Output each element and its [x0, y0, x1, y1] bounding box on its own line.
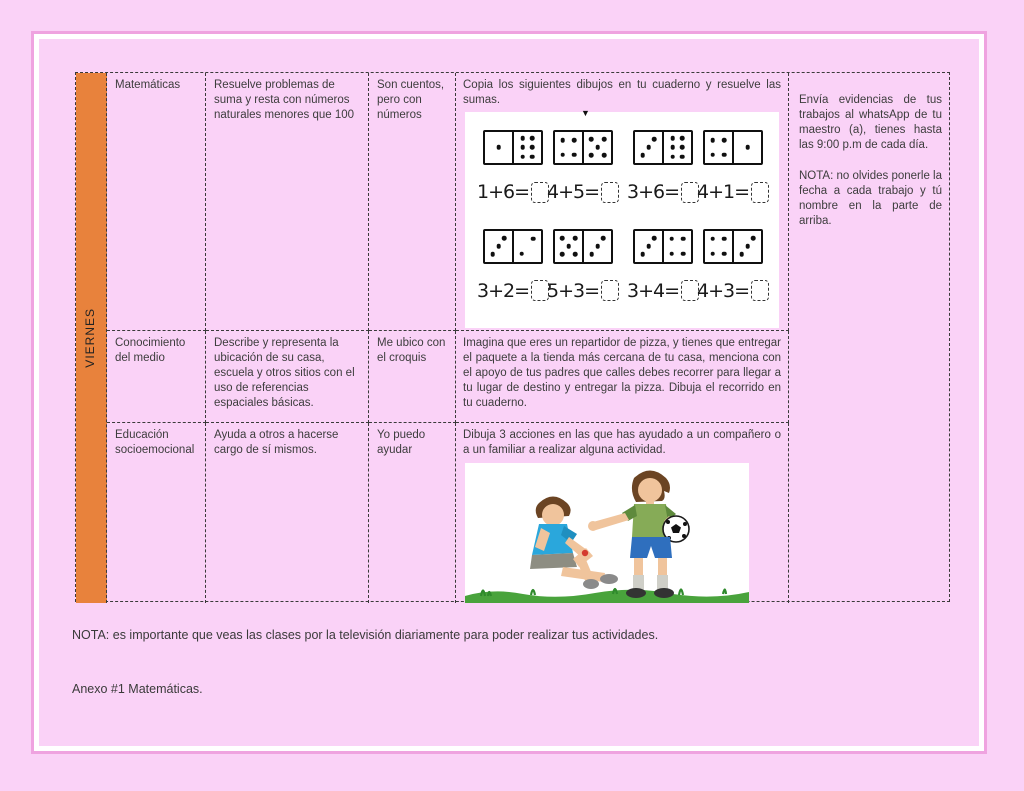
domino-half-4: [664, 231, 691, 262]
domino-pip: [669, 236, 674, 241]
focus-cell-matematicas: [369, 73, 456, 331]
domino-pip: [710, 153, 715, 158]
domino-exercise: [476, 229, 546, 304]
focus-cell-conocimiento: [369, 331, 456, 423]
domino-exercise: [546, 130, 616, 205]
domino-pip: [560, 236, 565, 241]
domino-pip: [530, 145, 535, 150]
domino-pip: [601, 236, 606, 241]
schedule-table: [75, 72, 950, 602]
domino-group-2: [476, 229, 766, 304]
domino-half-3: [485, 231, 514, 262]
annex-label: Anexo #1 Matemáticas.: [72, 682, 203, 696]
sum-equation: [697, 180, 769, 205]
learning-cell-conocimiento: [206, 331, 369, 423]
domino-pip: [530, 154, 535, 159]
learning-text: Resuelve problemas de suma y resta con números naturales menores que 100: [214, 79, 355, 121]
domino-pip: [530, 136, 535, 141]
activity-text: Copia los siguientes dibujos en tu cuaderno y resuelve las sumas.: [463, 79, 781, 106]
domino-pip: [670, 145, 675, 150]
domino-pip: [745, 145, 750, 150]
domino-tile: [703, 229, 763, 264]
focus-text: Yo puedo ayudar: [377, 429, 426, 456]
equation-text: 3+6=: [626, 180, 680, 203]
domino-half-6: [664, 132, 691, 163]
domino-pip: [572, 153, 577, 158]
sum-equation: [627, 279, 699, 304]
domino-tile: [553, 130, 613, 165]
answer-box: [751, 280, 769, 301]
domino-pip: [519, 251, 524, 256]
domino-pip: [640, 153, 645, 158]
domino-exercise: [476, 130, 546, 205]
equation-text: 4+3=: [696, 279, 750, 302]
domino-pip: [496, 244, 501, 249]
domino-pip: [502, 236, 507, 241]
domino-exercise: [546, 229, 616, 304]
focus-text: Son cuentos, pero con números: [377, 79, 445, 121]
answer-box: [601, 182, 619, 203]
equation-text: 4+5=: [546, 180, 600, 203]
domino-pip: [669, 251, 674, 256]
domino-pip: [560, 138, 565, 143]
domino-group-1: [476, 130, 766, 205]
domino-exercise: [626, 229, 696, 304]
day-bar: [76, 73, 107, 603]
domino-pip: [573, 236, 578, 241]
domino-worksheet-image: [465, 107, 779, 328]
domino-pip: [751, 236, 756, 241]
domino-pip: [681, 236, 686, 241]
domino-pip: [722, 236, 727, 241]
domino-pip: [652, 137, 657, 142]
domino-pip: [646, 244, 651, 249]
domino-pip: [745, 244, 750, 249]
domino-tile: [633, 229, 693, 264]
domino-half-6: [514, 132, 541, 163]
domino-pip: [640, 252, 645, 257]
domino-pip: [670, 136, 675, 141]
domino-pip: [572, 138, 577, 143]
domino-pip: [589, 153, 594, 158]
domino-pip: [680, 154, 685, 159]
sum-equation: [627, 180, 699, 205]
domino-pip: [680, 145, 685, 150]
sum-equation: [547, 279, 619, 304]
domino-exercise: [696, 130, 766, 205]
domino-half-3: [635, 231, 664, 262]
equation-text: 3+2=: [476, 279, 530, 302]
domino-tile: [483, 229, 543, 264]
domino-tile: [633, 130, 693, 165]
domino-pip: [739, 252, 744, 257]
teacher-notes-cell: [789, 73, 951, 603]
subject-label: Educación socioemocional: [115, 429, 195, 456]
activity-cell-socioemocional: [456, 423, 789, 603]
equation-text: 3+4=: [626, 279, 680, 302]
domino-pip: [566, 244, 571, 249]
learning-text: Describe y representa la ubicación de su casa, escuela y otros sitios con el uso de referencias espaciales básicas.: [214, 337, 355, 409]
equation-text: 1+6=: [476, 180, 530, 203]
domino-pip: [602, 137, 607, 142]
learning-text: Ayuda a otros a hacerse cargo de sí mismos.: [214, 429, 339, 456]
domino-half-3: [734, 231, 761, 262]
domino-pip: [670, 154, 675, 159]
domino-half-3: [584, 231, 611, 262]
domino-pip: [560, 252, 565, 257]
domino-pip: [490, 252, 495, 257]
subject-label: Matemáticas: [115, 79, 181, 91]
subject-cell-matematicas: [107, 73, 206, 331]
domino-half-1: [485, 132, 514, 163]
activity-cell-matematicas: [456, 73, 789, 331]
domino-pip: [573, 252, 578, 257]
domino-half-2: [514, 231, 541, 262]
notes-paragraph-1: Envía evidencias de tus trabajos al whatsApp de tu maestro (a), tienes hasta las 9:00 p.m de cada día.: [799, 94, 942, 151]
domino-pip: [681, 251, 686, 256]
domino-pip: [589, 137, 594, 142]
domino-tile: [703, 130, 763, 165]
domino-pip: [520, 154, 525, 159]
domino-half-5: [555, 231, 584, 262]
answer-box: [751, 182, 769, 203]
focus-text: Me ubico con el croquis: [377, 337, 446, 364]
domino-pip: [520, 145, 525, 150]
domino-exercise: [696, 229, 766, 304]
domino-pip: [710, 236, 715, 241]
domino-pip: [602, 153, 607, 158]
sum-equation: [697, 279, 769, 304]
answer-box: [601, 280, 619, 301]
domino-pip: [496, 145, 501, 150]
domino-pip: [520, 136, 525, 141]
domino-pip: [652, 236, 657, 241]
subject-cell-conocimiento: [107, 331, 206, 423]
helping-kids-illustration: [465, 463, 749, 603]
domino-pip: [680, 136, 685, 141]
sum-equation: [547, 180, 619, 205]
domino-half-1: [734, 132, 761, 163]
domino-half-4: [555, 132, 584, 163]
domino-pip: [722, 251, 727, 256]
domino-pip: [722, 153, 727, 158]
domino-pip: [710, 138, 715, 143]
domino-exercise: [626, 130, 696, 205]
notes-paragraph-2: NOTA: no olvides ponerle la fecha a cada trabajo y tú nombre en la parte de arriba.: [799, 169, 942, 227]
subject-cell-socioemocional: [107, 423, 206, 603]
equation-text: 4+1=: [696, 180, 750, 203]
domino-pip: [722, 138, 727, 143]
domino-half-3: [635, 132, 664, 163]
bottom-note: NOTA: es importante que veas las clases por la televisión diariamente para poder realizar tus actividades.: [72, 628, 659, 642]
focus-cell-socioemocional: [369, 423, 456, 603]
domino-half-4: [705, 132, 734, 163]
learning-cell-matematicas: [206, 73, 369, 331]
domino-tile: [483, 130, 543, 165]
subject-label: Conocimiento del medio: [115, 337, 186, 364]
sum-equation: [477, 180, 549, 205]
learning-cell-socioemocional: [206, 423, 369, 603]
cursor-arrow-icon: ▼: [581, 107, 590, 118]
domino-pip: [589, 252, 594, 257]
activity-text: Dibuja 3 acciones en las que has ayudado a un compañero o a un familiar a realizar alguna actividad.: [463, 429, 781, 456]
activity-cell-conocimiento: [456, 331, 789, 423]
day-label: VIERNES: [83, 308, 98, 368]
domino-pip: [595, 145, 600, 150]
sum-equation: [477, 279, 549, 304]
domino-half-5: [584, 132, 611, 163]
domino-pip: [595, 244, 600, 249]
domino-tile: [553, 229, 613, 264]
domino-pip: [646, 145, 651, 150]
equation-text: 5+3=: [546, 279, 600, 302]
domino-pip: [710, 251, 715, 256]
domino-pip: [531, 236, 536, 241]
domino-half-4: [705, 231, 734, 262]
activity-text: Imagina que eres un repartidor de pizza, y tienes que entregar el paquete a la tienda más cercana de tu casa, menciona con el apoyo de tus padres que calles debes recorrer para llegar a tu lugar de destino y entregar la pizza. Dibuja el recorrido en tu cuaderno.: [463, 337, 781, 409]
domino-pip: [560, 153, 565, 158]
